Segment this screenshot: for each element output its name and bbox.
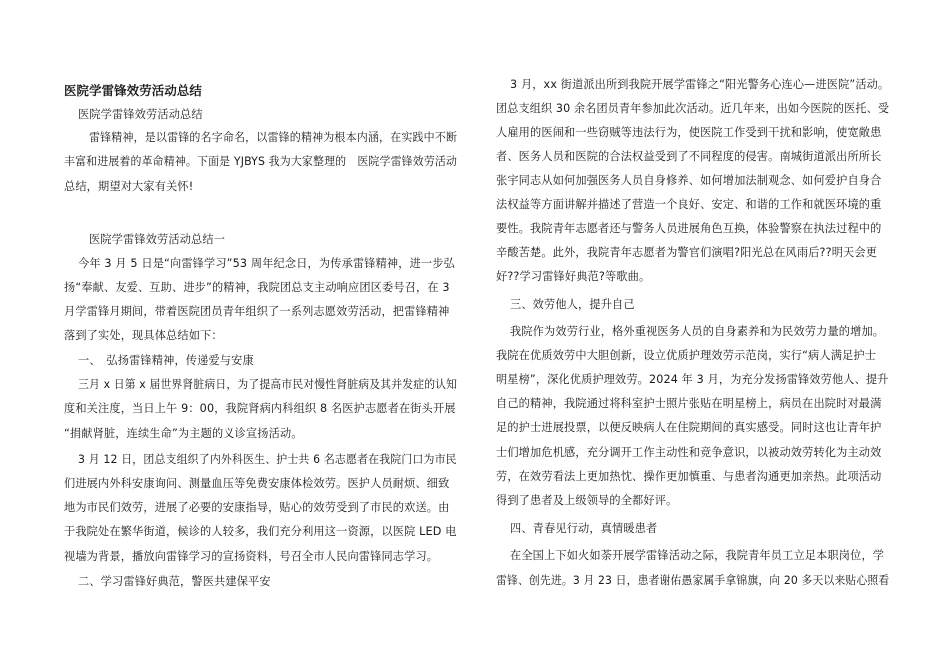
paragraph-line: 团总支组织 30 余名团员青年参加此次活动。近几年来，出如今医院的医托、受 xyxy=(496,102,890,115)
section-heading: 四、青春见行动，真情暖患者 xyxy=(510,522,658,535)
paragraph-line: 3 月，xx 街道派出所到我院开展学雷锋之“阳光警务心连心—进医院”活动。 xyxy=(510,78,890,91)
paragraph-line: 足的护士进展投票，以便反映病人在住院期间的真实感受。同时这也让青年护 xyxy=(496,421,882,434)
paragraph-line: 今年 3 月 5 日是“向雷锋学习”53 周年纪念日，为传承雷锋精神，进一步弘 xyxy=(78,257,455,270)
paragraph-line: 士们增加危机感，充分调开工作主动性和竞争意识，以被动效劳转化为主动效 xyxy=(496,446,882,459)
section-heading: 医院学雷锋效劳活动总结一 xyxy=(89,233,226,246)
section-heading: 三、效劳他人，提升自己 xyxy=(510,298,635,311)
subtitle-line: 医院学雷锋效劳活动总结 xyxy=(78,108,203,121)
section-heading: 一、 弘扬雷锋精神，传递爱与安康 xyxy=(78,354,254,367)
paragraph-line: 我院作为效劳行业，格外重视医务人员的自身素养和为民效劳力量的增加。 xyxy=(510,325,885,338)
paragraph-line: 雷锋、创先进。3 月 23 日，患者谢佑愚家属手拿锦旗，向 20 多天以来贴心照看 xyxy=(496,574,890,587)
paragraph-line: 在全国上下如火如荼开展学雷锋活动之际，我院青年员工立足本职岗位，学 xyxy=(510,549,885,562)
paragraph-line: 辛酸苦楚。此外，我院青年志愿者为警官们演唱?阳光总在风雨后??明天会更 xyxy=(496,246,878,259)
paragraph-line: 视墙为背景，播放向雷锋学习的宣扬资料，号召全市人民向雷锋同志学习。 xyxy=(64,550,439,563)
paragraph-line: 法权益等方面讲解并描述了营造一个良好、安定、和谐的工作和就医环境的重 xyxy=(496,198,882,211)
paragraph-line: 人雇用的医闹和一些窃贼等违法行为，使医院工作受到干扰和影响，使宽敞患 xyxy=(496,126,882,139)
paragraph-line: 者、医务人员和医院的合法权益受到了不同程度的侵害。南城街道派出所所长 xyxy=(496,150,882,163)
paragraph-line: 得到了患者及上级领导的全都好评。 xyxy=(496,494,678,507)
paragraph-line: 3 月 12 日，团总支组织了内外科医生、护士共 6 名志愿者在我院门口为市民 xyxy=(78,453,457,466)
paragraph-line: 落到了实处，现具体总结如下： xyxy=(64,329,223,342)
paragraph-line: 于我院处在繁华街道，候诊的人较多，我们充分利用这一资源，以医院 LED 电 xyxy=(64,525,457,538)
document-title: 医院学雷锋效劳活动总结 xyxy=(64,83,202,98)
paragraph-line: 好??学习雷锋好典范?等歌曲。 xyxy=(496,270,651,283)
paragraph-line: 扬“奉献、友爱、互助、进步”的精神，我院团总支主动响应团区委号召，在 3 xyxy=(64,281,450,294)
paragraph-line: 雷锋精神，是以雷锋的名字命名，以雷锋的精神为根本内涵，在实践中不断 xyxy=(89,131,458,144)
section-heading: 二、学习雷锋好典范，警医共建保平安 xyxy=(78,575,271,588)
paragraph-line: 总结，期望对大家有关怀! xyxy=(64,180,194,193)
paragraph-line: 三月 x 日第 x 届世界肾脏病日，为了提高市民对慢性肾脏病及其并发症的认知 xyxy=(78,378,458,391)
paragraph-line: 张宇同志从如何加强医务人员自身修养、如何增加法制观念、如何爱护自身合 xyxy=(496,174,882,187)
paragraph-line: 丰富和进展着的革命精神。下面是 YJBYS 我为大家整理的 医院学雷锋效劳活动 xyxy=(64,155,458,168)
paragraph-line: 我院在优质效劳中大胆创新，设立优质护理效劳示范岗，实行“病人满足护士 xyxy=(496,349,877,362)
paragraph-line: 自己的精神，我院通过将科室护士照片张贴在明星榜上，病员在出院时对最满 xyxy=(496,397,882,410)
paragraph-line: “捐献肾脏，连续生命”为主题的义诊宣扬活动。 xyxy=(64,427,303,440)
paragraph-line: 们进展内外科安康询问、测量血压等免费安康体检效劳。医护人员耐烦、细致 xyxy=(64,477,450,490)
paragraph-line: 地为市民们效劳，进展了必要的安康指导，贴心的效劳受到了市民的欢送。由 xyxy=(64,501,450,514)
paragraph-line: 月学雷锋月期间，带着医院团员青年组织了一系列志愿效劳活动，把雷锋精神 xyxy=(64,305,450,318)
paragraph-line: 劳，在效劳看法上更加热忱、操作更加慎重、与患者沟通更加亲热。此项活动 xyxy=(496,470,882,483)
paragraph-line: 度和关注度，当日上午 9：00，我院肾病内科组织 8 名医护志愿者在街头开展 xyxy=(64,402,456,415)
paragraph-line: 要性。我院青年志愿者还与警务人员进展角色互换，体验警察在执法过程中的 xyxy=(496,222,882,235)
paragraph-line: 明星榜”，深化优质护理效劳。2024 年 3 月，为充分发扬雷锋效劳他人、提升 xyxy=(496,373,889,386)
